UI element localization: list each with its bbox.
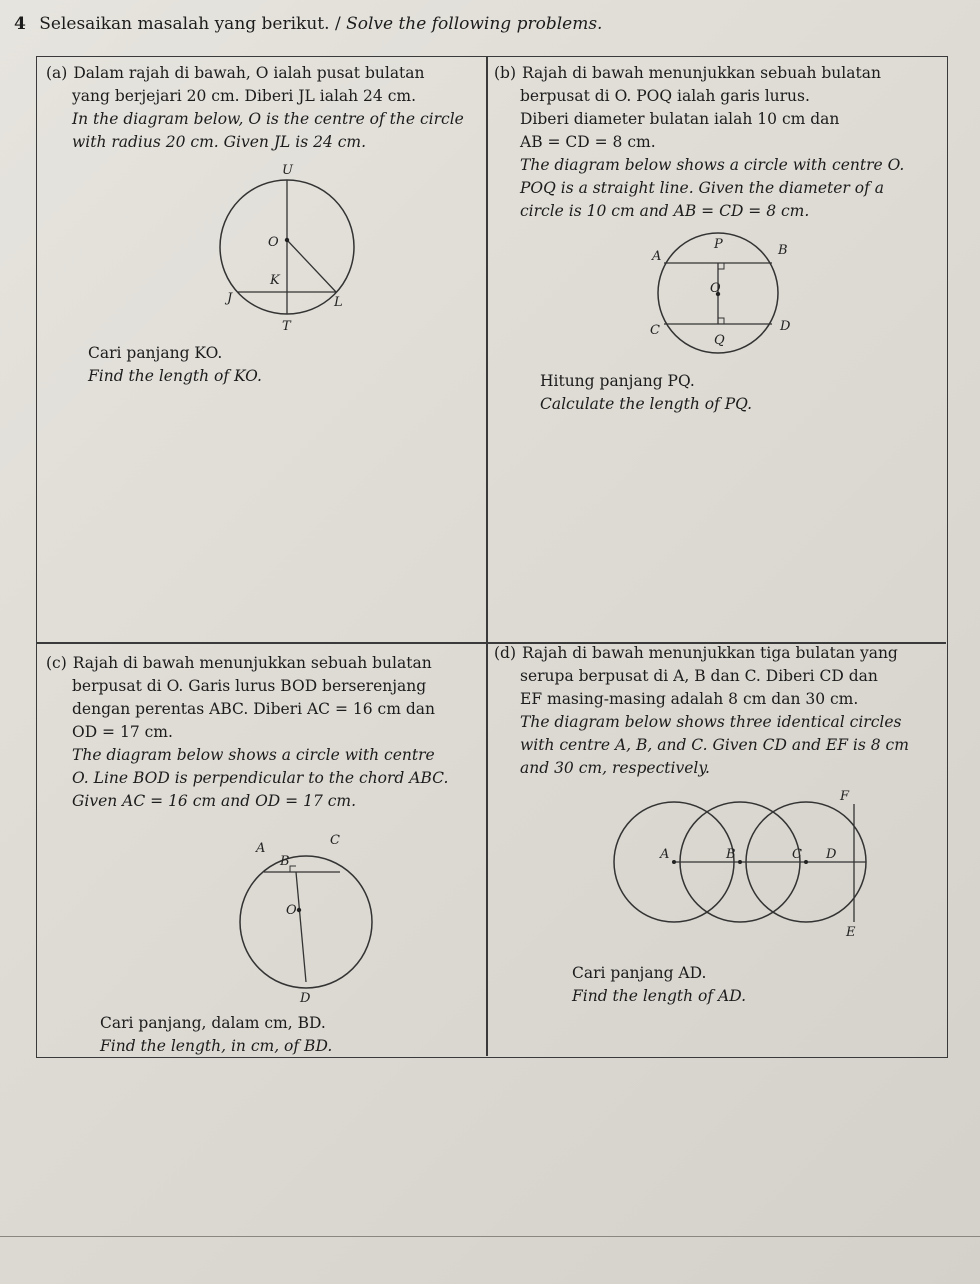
problem-b-malay-line3: Diberi diameter bulatan ialah 10 cm dan — [520, 110, 840, 128]
radius-ol — [287, 240, 336, 292]
problem-b-malay-line1: Rajah di bawah menunjukkan sebuah bulatan — [522, 64, 881, 82]
problem-c-malay-line2: berpusat di O. Garis lurus BOD berserenjang — [72, 677, 427, 695]
problem-a-label: (a) — [46, 64, 68, 82]
problem-d-question-english: Find the length of AD. — [572, 987, 747, 1005]
centre-dot-o — [285, 238, 289, 242]
problem-b — [494, 62, 940, 223]
point-label-b: B — [726, 847, 736, 862]
point-label-u: U — [282, 163, 293, 178]
point-label-d: D — [300, 991, 311, 1006]
problem-d-question — [572, 962, 942, 1008]
problem-c-diagram — [228, 832, 388, 1008]
point-label-b: B — [778, 243, 788, 258]
problem-d-question-malay: Cari panjang AD. — [572, 964, 707, 982]
right-angle-p — [718, 263, 724, 269]
problem-b-question-english: Calculate the length of PQ. — [540, 395, 753, 413]
centre-dot-a — [672, 860, 676, 864]
problem-b-label: (b) — [494, 64, 517, 82]
point-label-o: O — [268, 235, 279, 250]
centre-dot-c — [804, 860, 808, 864]
problem-c-question-malay: Cari panjang, dalam cm, BD. — [100, 1014, 326, 1032]
problem-a-question-malay: Cari panjang KO. — [88, 344, 223, 362]
problem-a-question — [88, 342, 468, 388]
problem-d-english-line1: The diagram below shows three identical circles — [520, 713, 902, 731]
point-label-c: C — [792, 847, 802, 862]
point-label-b: B — [280, 854, 290, 869]
problem-d — [494, 642, 940, 780]
centre-dot-o — [297, 908, 301, 912]
problem-d-malay-line3: EF masing-masing adalah 8 cm dan 30 cm. — [520, 690, 859, 708]
point-label-a: A — [660, 847, 670, 862]
problem-b-english-line2: POQ is a straight line. Given the diameter of a — [520, 179, 885, 197]
problem-c-malay-line3: dengan perentas ABC. Diberi AC = 16 cm dan — [72, 700, 435, 718]
point-label-k: K — [270, 273, 280, 288]
problem-b-english-line1: The diagram below shows a circle with centre O. — [520, 156, 905, 174]
point-label-d: D — [780, 319, 791, 334]
instruction-malay: Selesaikan masalah yang berikut. — [39, 14, 330, 34]
problem-b-malay-line2: berpusat di O. POQ ialah garis lurus. — [520, 87, 810, 105]
problem-d-malay-line2: serupa berpusat di A, B dan C. Diberi CD dan — [520, 667, 878, 685]
problem-b-english-line3: circle is 10 cm and AB = CD = 8 cm. — [520, 202, 810, 220]
problem-b-diagram — [640, 228, 800, 358]
circle-c — [240, 856, 372, 988]
question-header — [14, 14, 602, 34]
problem-d-english-line2: with centre A, B, and C. Given CD and EF is 8 cm — [520, 736, 909, 754]
problem-c-question — [100, 1012, 480, 1058]
problem-c — [46, 652, 480, 813]
problem-c-english-line2: O. Line BOD is perpendicular to the chord ABC. — [72, 769, 449, 787]
problem-a — [46, 62, 480, 154]
line-bod — [296, 872, 306, 982]
point-label-q: Q — [714, 333, 725, 348]
right-angle-b — [290, 866, 296, 872]
point-label-a: A — [652, 249, 662, 264]
problem-c-malay-line4: OD = 17 cm. — [72, 723, 173, 741]
point-label-c: C — [330, 833, 340, 848]
instruction-separator: / — [334, 14, 341, 34]
grid-vertical-divider — [486, 56, 488, 1056]
point-label-d: D — [826, 847, 837, 862]
problem-b-question-malay: Hitung panjang PQ. — [540, 372, 695, 390]
problem-c-english-line1: The diagram below shows a circle with centre — [72, 746, 435, 764]
point-label-f: F — [840, 789, 850, 804]
problem-a-malay-line1: Dalam rajah di bawah, O ialah pusat bulatan — [73, 64, 425, 82]
point-label-o: O — [710, 281, 721, 296]
problem-a-malay-line2: yang berjejari 20 cm. Diberi JL ialah 24 cm. — [72, 87, 417, 105]
point-label-j: J — [227, 291, 233, 306]
problem-a-question-english: Find the length of KO. — [88, 367, 262, 385]
problem-a-english-line2: with radius 20 cm. Given JL is 24 cm. — [72, 133, 367, 151]
point-label-l: L — [334, 295, 343, 310]
question-number: 4 — [14, 14, 26, 34]
problem-c-english-line3: Given AC = 16 cm and OD = 17 cm. — [72, 792, 357, 810]
point-label-e: E — [846, 925, 856, 940]
problem-b-question — [540, 370, 920, 416]
point-label-c: C — [650, 323, 660, 338]
centre-dot-b — [738, 860, 742, 864]
problem-c-question-english: Find the length, in cm, of BD. — [100, 1037, 333, 1055]
point-label-t: T — [282, 319, 291, 334]
problem-d-diagram — [612, 786, 880, 944]
problem-b-malay-line4: AB = CD = 8 cm. — [520, 133, 656, 151]
instruction-english: Solve the following problems. — [346, 14, 603, 34]
point-label-a: A — [256, 841, 266, 856]
point-label-p: P — [714, 237, 723, 252]
problem-d-english-line3: and 30 cm, respectively. — [520, 759, 710, 777]
problem-d-malay-line1: Rajah di bawah menunjukkan tiga bulatan yang — [522, 644, 898, 662]
problem-c-malay-line1: Rajah di bawah menunjukkan sebuah bulatan — [72, 654, 432, 672]
problem-a-english-line1: In the diagram below, O is the centre of the circle — [72, 110, 464, 128]
problem-c-label: (c) — [46, 654, 67, 672]
right-angle-q — [718, 318, 724, 324]
problem-a-diagram — [210, 160, 380, 340]
problem-d-label: (d) — [494, 644, 517, 662]
point-label-o: O — [286, 903, 297, 918]
page-bottom-rule — [0, 1236, 980, 1237]
